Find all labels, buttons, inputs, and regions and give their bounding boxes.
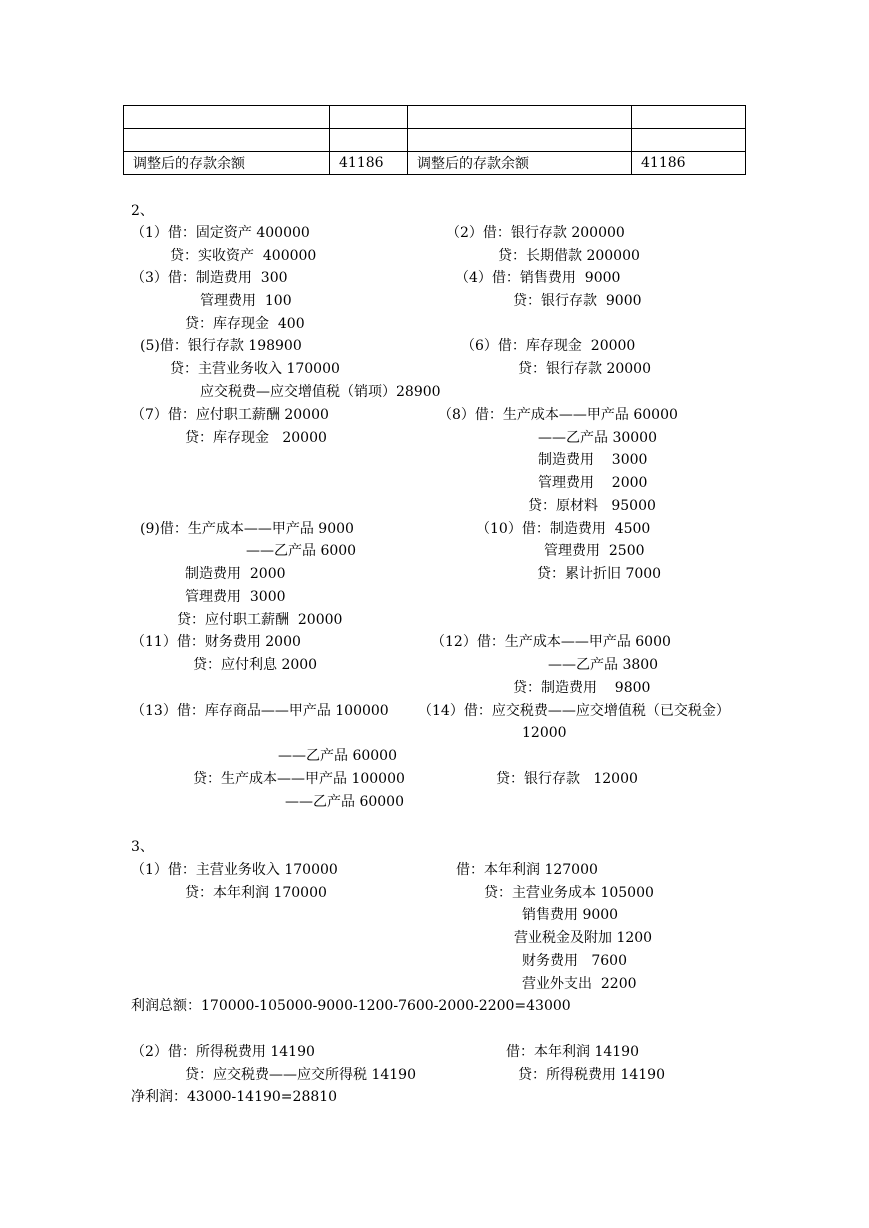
entry-line: 贷：累计折旧 7000 xyxy=(537,566,662,582)
entry-line: 贷：银行存款 12000 xyxy=(496,771,638,787)
entry-line: ——乙产品 30000 xyxy=(538,430,657,446)
entry-line: 管理费用 2500 xyxy=(544,543,645,559)
entry-line: 贷：主营业务收入 170000 xyxy=(170,361,340,377)
adjusted-balance-value-right: 41186 xyxy=(632,152,746,175)
table-row xyxy=(124,106,746,129)
net-profit-line: 净利润：43000-14190=28810 xyxy=(131,1089,338,1105)
entry-line: （13）借：库存商品——甲产品 100000 xyxy=(131,703,389,719)
table-cell xyxy=(124,129,330,152)
table-row xyxy=(124,129,746,152)
entry-line: （10）借：制造费用 4500 xyxy=(476,521,651,537)
entry-line: 营业税金及附加 1200 xyxy=(514,930,653,946)
entry-line: 管理费用 3000 xyxy=(185,589,286,605)
section-3-heading: 3、 xyxy=(131,839,154,855)
entry-line: 借：本年利润 14190 xyxy=(506,1044,639,1060)
entry-line: 贷：主营业务成本 105000 xyxy=(484,885,654,901)
entry-line: （11）借：财务费用 2000 xyxy=(131,634,301,650)
entry-line: 贷：应交税费——应交所得税 14190 xyxy=(185,1067,416,1083)
table-cell xyxy=(632,129,746,152)
entry-line: （1）借：固定资产 400000 xyxy=(131,225,310,241)
entry-line: （4）借：销售费用 9000 xyxy=(455,270,621,286)
table-cell xyxy=(330,129,408,152)
entry-line: 财务费用 7600 xyxy=(522,953,627,969)
profit-total-line: 利润总额：170000-105000-9000-1200-7600-2000-2200=43000 xyxy=(131,998,571,1014)
entry-line: 贷：实收资产 400000 xyxy=(170,248,317,264)
entry-line: (5)借：银行存款 198900 xyxy=(140,338,302,354)
entry-line: （1）借：主营业务收入 170000 xyxy=(131,862,338,878)
entry-line: 应交税费—应交增值税（销项）28900 xyxy=(200,384,441,400)
entry-line: 贷：本年利润 170000 xyxy=(185,885,327,901)
table-cell xyxy=(124,106,330,129)
entry-line: （6）借：库存现金 20000 xyxy=(461,338,636,354)
entry-line: （2）借：所得税费用 14190 xyxy=(131,1044,315,1060)
entry-line: 贷：银行存款 9000 xyxy=(513,293,642,309)
entry-line: 贷：制造费用 9800 xyxy=(513,680,651,696)
entry-line: 贷：原材料 95000 xyxy=(528,498,656,514)
entry-line: （3）借：制造费用 300 xyxy=(131,270,288,286)
bank-reconciliation-table xyxy=(123,105,746,175)
entry-line: （7）借：应付职工薪酬 20000 xyxy=(131,407,329,423)
entry-line: 管理费用 100 xyxy=(200,293,292,309)
entry-line: ——乙产品 60000 xyxy=(278,748,397,764)
entry-line: 贷：生产成本——甲产品 100000 xyxy=(193,771,405,787)
adjusted-balance-value-left: 41186 xyxy=(330,152,408,175)
entry-line: （14）借：应交税费——应交增值税（已交税金） xyxy=(418,703,730,719)
entry-line: 贷：库存现金 400 xyxy=(185,316,305,332)
adjusted-balance-label-left: 调整后的存款余额 xyxy=(124,152,330,175)
entry-line: ——乙产品 3800 xyxy=(548,657,659,673)
entry-line: 制造费用 3000 xyxy=(538,452,648,468)
entry-line: ——乙产品 6000 xyxy=(246,543,357,559)
table-cell xyxy=(408,129,632,152)
table-cell xyxy=(330,106,408,129)
entry-line: 销售费用 9000 xyxy=(522,907,619,923)
entry-line: 贷：库存现金 20000 xyxy=(185,430,327,446)
entry-line: （8）借：生产成本——甲产品 60000 xyxy=(438,407,678,423)
entry-line: 营业外支出 2200 xyxy=(522,976,637,992)
entry-line: （2）借：银行存款 200000 xyxy=(446,225,625,241)
entry-line: 贷：应付职工薪酬 20000 xyxy=(177,612,343,628)
entry-line: 贷：应付利息 2000 xyxy=(193,657,318,673)
entry-line: 贷：银行存款 20000 xyxy=(518,361,651,377)
table-row xyxy=(124,152,746,175)
adjusted-balance-label-right: 调整后的存款余额 xyxy=(408,152,632,175)
table-cell xyxy=(632,106,746,129)
entry-line: 12000 xyxy=(522,725,567,741)
entry-line: 借：本年利润 127000 xyxy=(456,862,598,878)
entry-line: ——乙产品 60000 xyxy=(285,794,404,810)
entry-line: 制造费用 2000 xyxy=(185,566,286,582)
entry-line: （12）借：生产成本——甲产品 6000 xyxy=(431,634,671,650)
section-2-heading: 2、 xyxy=(131,203,154,219)
entry-line: 贷：所得税费用 14190 xyxy=(518,1067,665,1083)
entry-line: 管理费用 2000 xyxy=(538,475,648,491)
entry-line: 贷：长期借款 200000 xyxy=(498,248,640,264)
entry-line: (9)借：生产成本——甲产品 9000 xyxy=(140,521,354,537)
table-cell xyxy=(408,106,632,129)
